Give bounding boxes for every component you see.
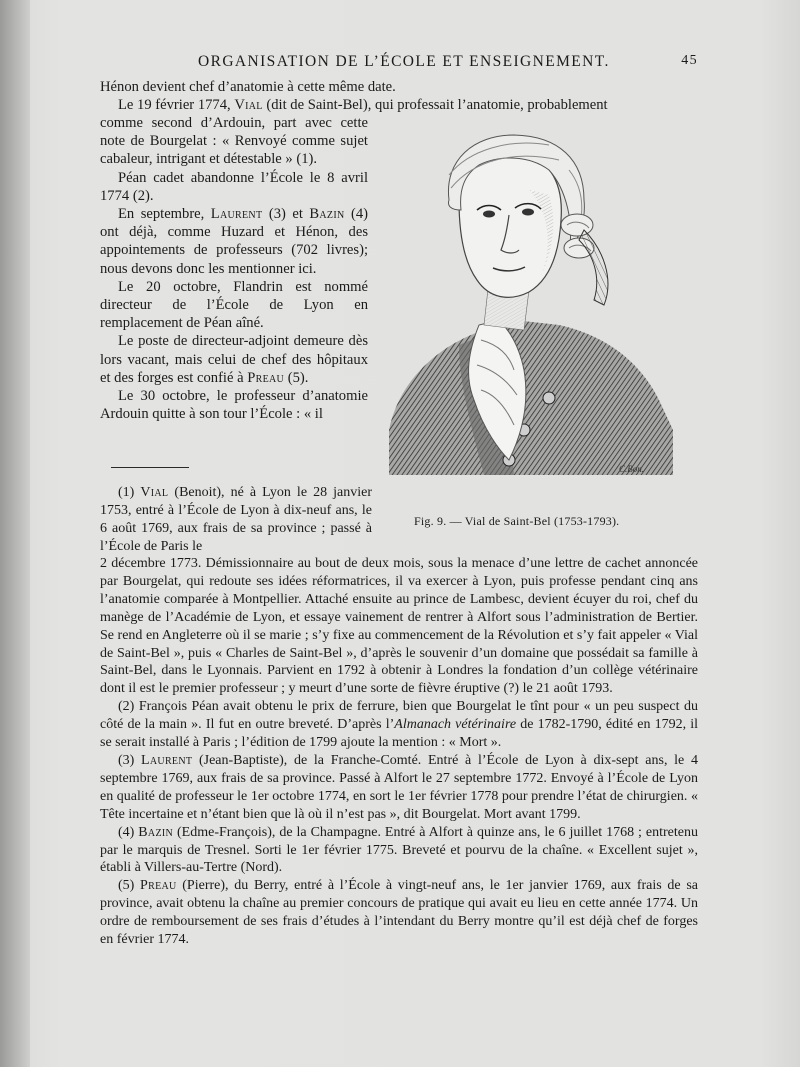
footnote-rule [111, 467, 189, 468]
running-title: ORGANISATION DE L’ÉCOLE ET ENSEIGNEMENT. [198, 53, 610, 70]
page-number: 45 [681, 53, 698, 68]
body-text-column [100, 114, 368, 423]
portrait-svg [389, 130, 673, 475]
figure-caption: Fig. 9. — Vial de Saint-Bel (1753-1793). [414, 514, 620, 528]
page-header [100, 53, 698, 73]
paragraph-4: Le 20 octobre, Flandrin est nommé directeur de l’École de Lyon en remplacement de Péan aîné. [100, 278, 368, 332]
footnote-3: (3) Laurent (Jean-Baptiste), de la Franche-Comté. Entré à l’École de Lyon à dix-sept ans, le 4 septembre 1769, aux frais de sa province. Passé à Alfort le 27 septembre 1772. Envoyé à l’École de Lyon en qualité de professeur le 1er octobre 1774, en sort le 1er février 1778 pour prendre l’état de chirurgien. « Tête incertaine et n’étant bien que là où il n’est pas », dit Bourgelat. Mort avant 1799. [100, 752, 698, 822]
paragraph-2: Péan cadet abandonne l’École le 8 avril 1774 (2). [100, 169, 368, 204]
paragraph-5: Le poste de directeur-adjoint demeure dès lors vacant, mais celui de chef des hôpitaux et des forges est confié à Preau (5). [100, 333, 368, 386]
body-text-vial-line [100, 96, 698, 114]
footnote-4: (4) Bazin (Edme-François), de la Champagne. Entré à Alfort à quinze ans, le 6 juillet 1768 ; entretenu par le marquis de Tresnel. Sorti le 1er février 1775. Breveté et pourvu de la chaîne. « Excellent sujet », établi à Villers-au-Tertre (Nord). [100, 824, 698, 876]
footnote-1-start: (1) Vial (Benoit), né à Lyon le 28 janvier 1753, entré à l’École de Lyon à dix-neuf ans, le 6 août 1769, aux frais de sa province ; passé à l’École de Paris le [100, 485, 372, 554]
binding-gutter [0, 0, 30, 1067]
footnotes [100, 555, 698, 949]
paragraph-0: Hénon devient chef d’anatomie à cette même date. [100, 79, 396, 95]
paragraph-1-rest: comme second d’Ardouin, part avec cette note de Bourgelat : « Renvoyé comme sujet cabaleur, intrigant et détestable » (1). [100, 115, 368, 168]
engraver-signature: C.Bon. [619, 464, 645, 474]
paragraph-1-first-line: Le 19 février 1774, Vial (dit de Saint-Bel), qui professait l’anatomie, probablement [118, 97, 608, 113]
paragraph-6: Le 30 octobre, le professeur d’anatomie Ardouin quitte à son tour l’École : « il [100, 388, 368, 423]
body-text-top [100, 78, 698, 96]
portrait-engraving [389, 130, 673, 475]
footnote-1-column [100, 484, 372, 556]
paragraph-3: En septembre, Laurent (3) et Bazin (4) ont déjà, comme Huzard et Hénon, des appointements de professeurs (702 livres); nous devons donc les mentionner ici. [100, 206, 368, 277]
footnote-1-rest: 2 décembre 1773. Démissionnaire au bout de deux mois, sous la menace d’une lettre de cachet annoncée par Bourgelat, qui redoute ses idées réformatrices, il va exercer à Lyon, puis professe pendant cinq ans l’anatomie comparée à Montpellier. Attaché ensuite au prince de Lambesc, devient écuyer du roi, chef du manège de l’Académie de Lyon, et essaye vainement de rentrer à Alfort sous l’administration de Bertier. Se rend en Angleterre où il se marie ; s’y fixe au commencement de la Révolution et s’y fait appeler « Vial de Saint-Bel », puis « Charles de Saint-Bel », d’après le souvenir d’un domaine que possédait sa famille à Saint-Bel, dans le Lyonnais. Parvient en 1792 à obtenir à Londres la fondation d’un collège vétérinaire dont il est le premier professeur ; y meurt d’une sorte de fièvre éruptive (?) le 21 août 1793. [100, 556, 698, 697]
footnote-5: (5) Preau (Pierre), du Berry, entré à l’École à vingt-neuf ans, le 1er janvier 1769, aux frais de sa province, avait obtenu la chaîne au premier concours de pratique qui avait eu lieu en cette année 1774. Un ordre de remboursement de ses frais d’études à l’intendant du Berry montre qu’il est déjà chef de forges en février 1774. [100, 878, 699, 948]
face [459, 152, 561, 298]
footnote-2: (2) François Péan avait obtenu le prix de ferrure, bien que Bourgelat le tînt pour « un peu suspect du côté de la main ». Il fut en outre breveté. D’après l’Almanach vétérinaire de 1782-1790, édité en 1792, il se serait installé à Paris ; l’édition de 1799 ajoute la mention : « Mort ». [100, 699, 698, 751]
